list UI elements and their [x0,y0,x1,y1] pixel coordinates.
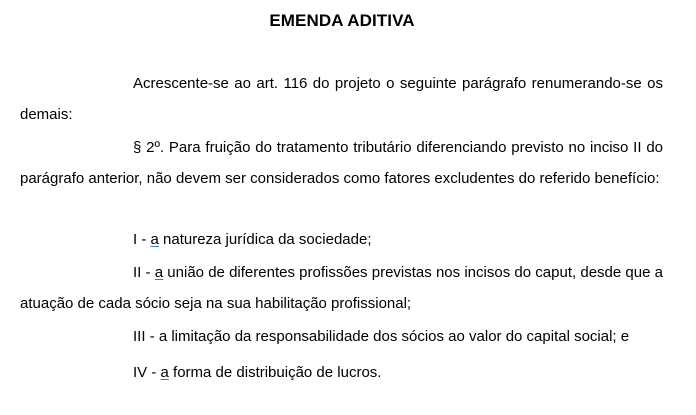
item-2-text: união de diferentes profissões previstas nos incisos do caput, desde que a atuação de cada sócio seja na sua habilitação profissional; [20,264,663,312]
item-4-prefix: IV - [133,364,161,381]
item-4-text: forma de distribuição de lucros. [168,364,382,381]
item-4-article: a [160,364,169,381]
item-3-paragraph: III - a limitação da responsabilidade dos sócios ao valor do capital social; e [133,328,630,345]
item-1-paragraph [20,224,663,255]
item-2-article: a [154,264,164,281]
document-title: EMENDA ADITIVA [269,11,415,30]
section-paragraph: § 2º. Para fruição do tratamento tributário diferenciando previsto no inciso II do parágrafo anterior, não devem ser considerados como fatores excludentes do referido benefício: [20,139,663,187]
item-4-paragraph [20,357,663,388]
item-1-text: natureza jurídica da sociedade; [158,231,372,248]
item-2-prefix: II - [133,264,155,281]
item-2-paragraph [20,257,663,319]
intro-paragraph: Acrescente-se ao art. 116 do projeto o seguinte parágrafo renumerando-se os demais: [20,75,663,123]
item-1-article: a [150,231,159,248]
item-1-prefix: I - [133,231,151,248]
